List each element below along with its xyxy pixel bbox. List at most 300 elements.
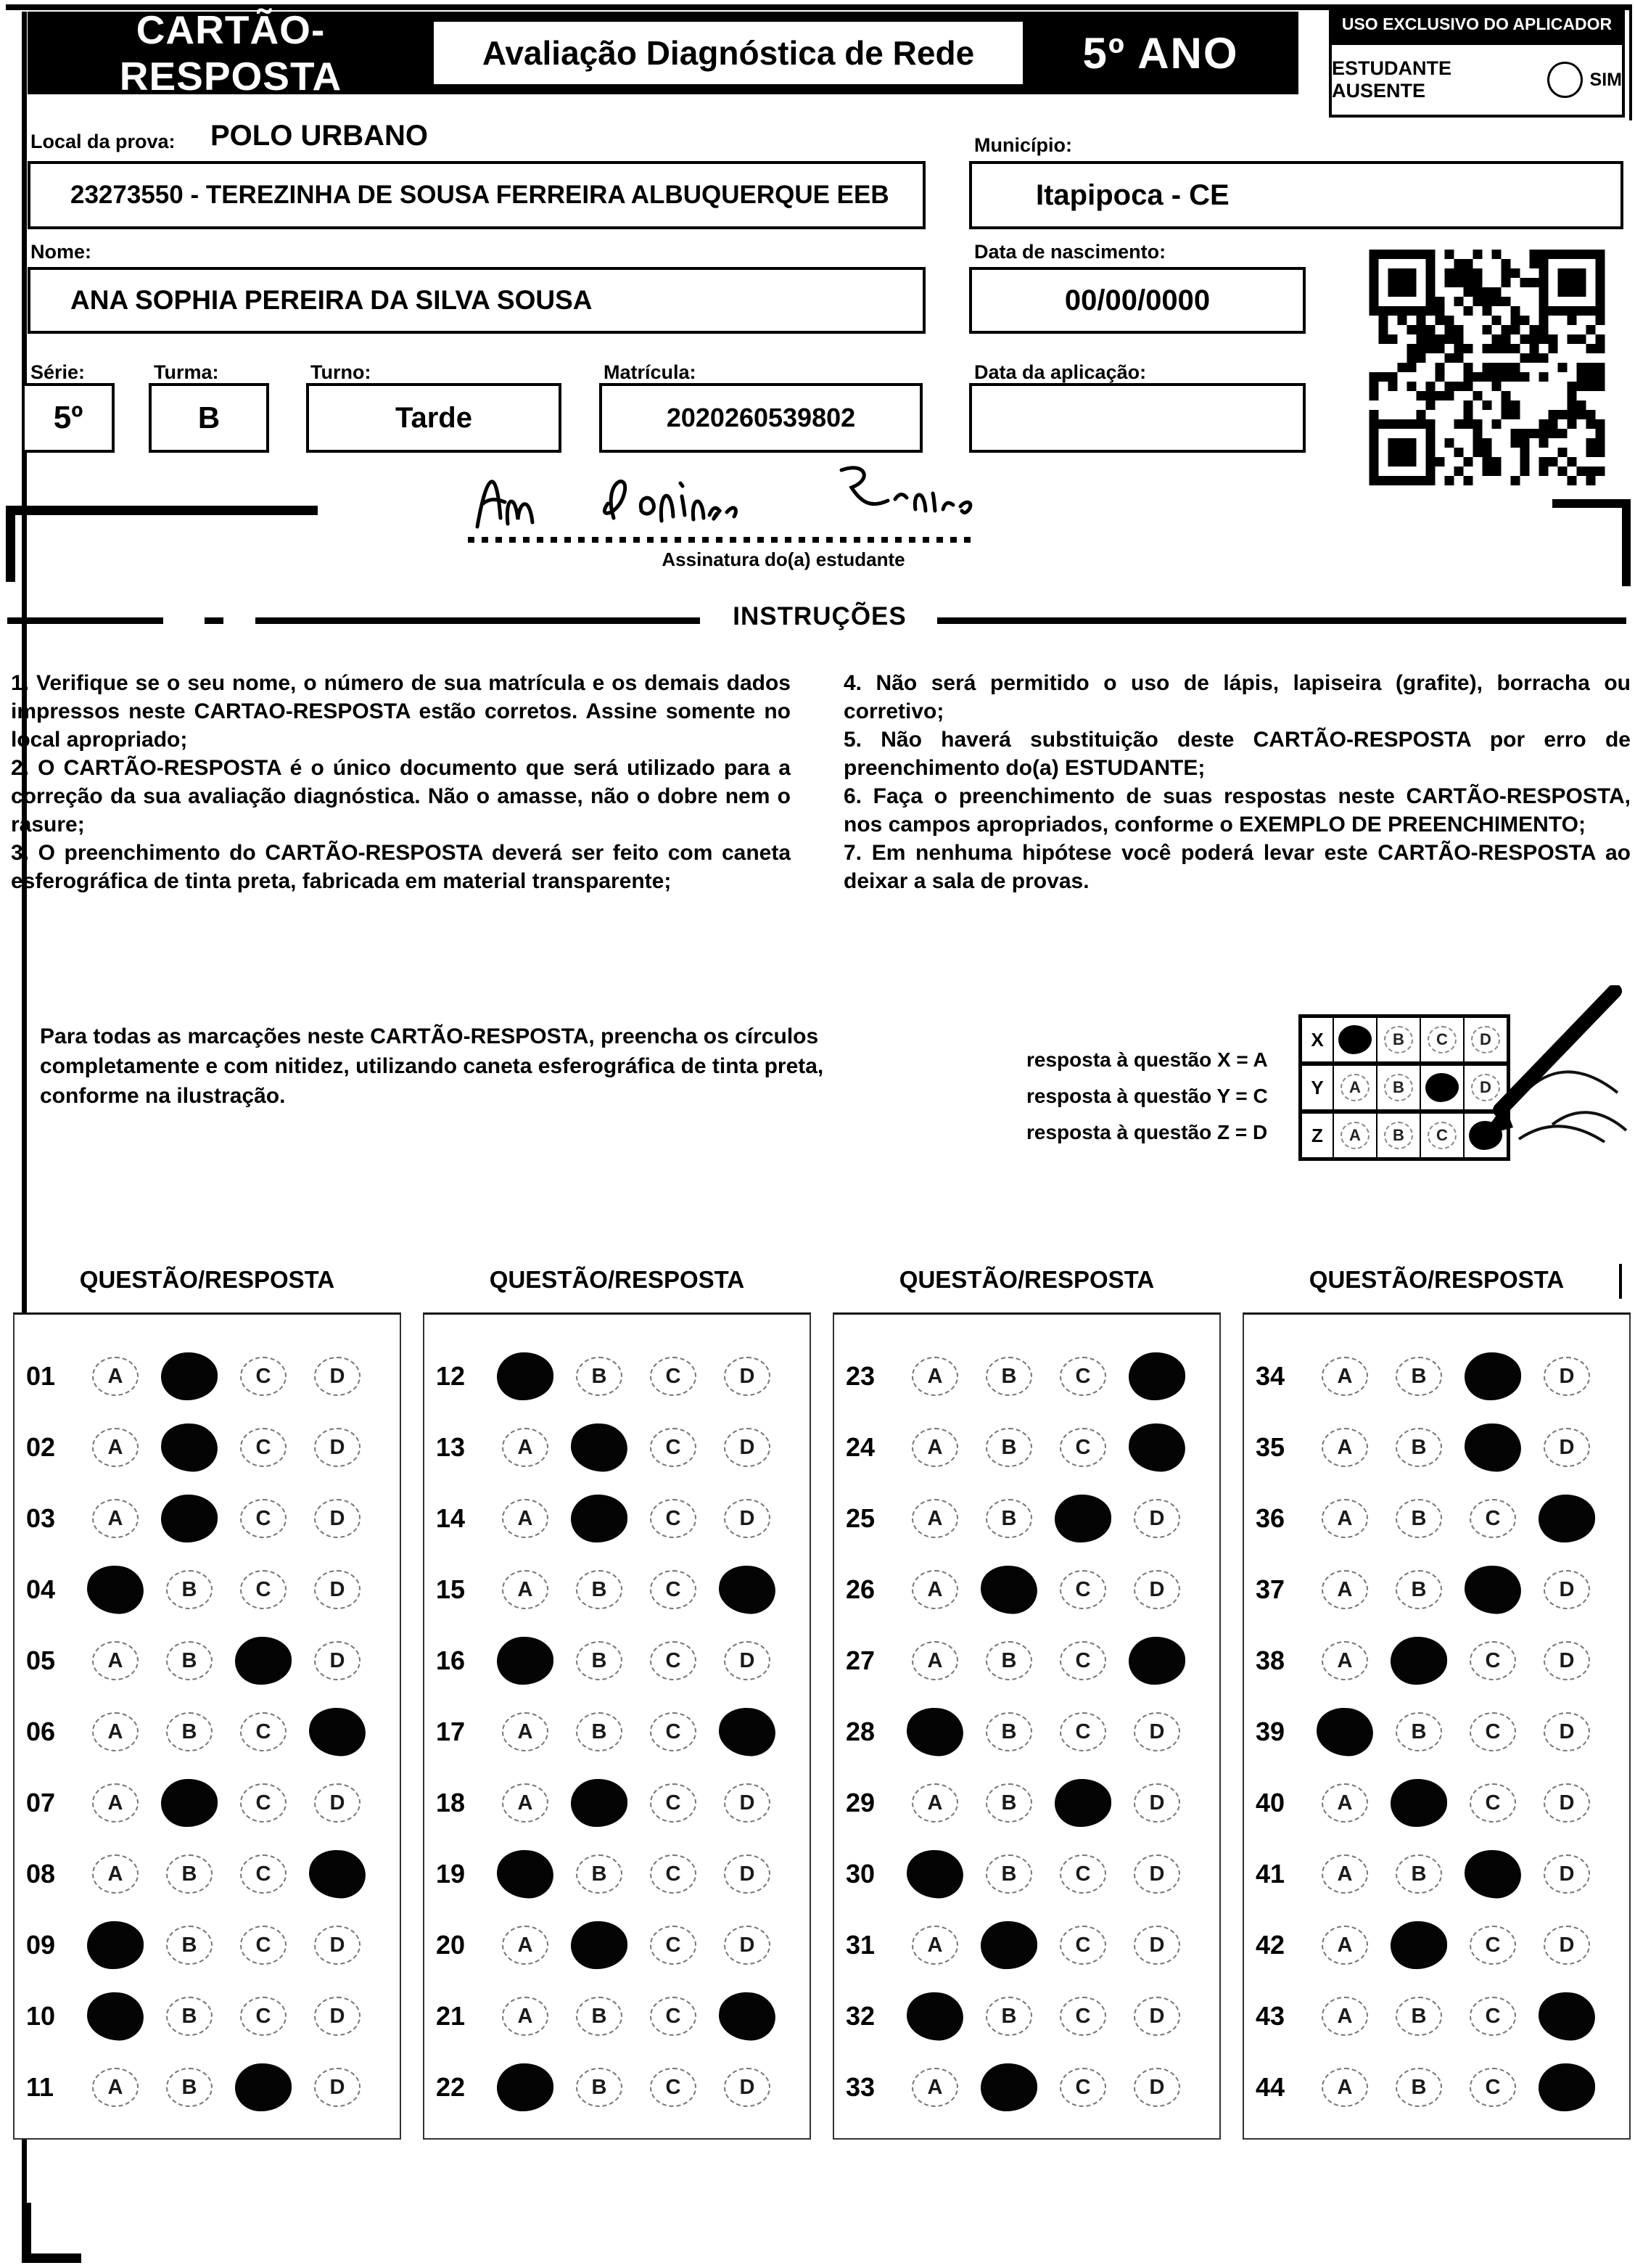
question-number: 22 — [436, 2072, 466, 2102]
option-cell — [1308, 1570, 1382, 1609]
bubble-option-c[interactable]: C — [1060, 1712, 1106, 1751]
bubble-option-c[interactable]: C — [1060, 1926, 1106, 1965]
bubble-filled-d[interactable] — [1127, 1421, 1187, 1474]
bubble-option-d[interactable]: D — [314, 1570, 361, 1609]
bubble-option-a[interactable]: A — [502, 1926, 548, 1965]
bubble-option-c[interactable]: C — [240, 1854, 287, 1894]
bubble-option-d[interactable]: D — [724, 1499, 770, 1538]
example-bubble-option: A — [1340, 1074, 1370, 1101]
question-number: 40 — [1256, 1788, 1285, 1817]
bubble-option-c[interactable]: C — [650, 1499, 696, 1538]
option-cell — [300, 1357, 374, 1396]
instruction-item: 6. Faça o preenchimento de suas respostas neste CARTÃO-RESPOSTA, nos campos apropriados, conforme o EXEMPLO DE PREENCHIMENTO; — [844, 784, 1631, 837]
bubble-filled-a[interactable] — [87, 1921, 144, 1969]
answer-row — [424, 1412, 810, 1483]
bubble-option-d[interactable]: D — [1134, 1570, 1180, 1609]
bubble-filled-c[interactable] — [235, 2063, 292, 2111]
answer-row — [15, 1981, 400, 2052]
bubble-option-b[interactable]: B — [986, 1712, 1032, 1751]
question-number: 17 — [436, 1717, 466, 1746]
bubble-option-c[interactable]: C — [650, 1783, 696, 1823]
nascimento-label: Data de nascimento: — [974, 241, 1166, 263]
bubble-option-b[interactable]: B — [1396, 1357, 1442, 1396]
bubble-filled-b[interactable] — [981, 2063, 1037, 2111]
bubble-option-c[interactable]: C — [240, 1428, 287, 1467]
bubble-option-c[interactable]: C — [650, 1641, 696, 1680]
option-cell — [972, 1566, 1046, 1614]
option-cell — [1046, 2068, 1120, 2107]
bubble-filled-a[interactable] — [495, 1847, 556, 1901]
answer-row — [834, 1910, 1219, 1981]
bubble-option-c[interactable]: C — [1470, 2068, 1516, 2107]
instructions-right-column — [844, 669, 1631, 895]
option-cell — [488, 1499, 562, 1538]
bubble-option-b[interactable]: B — [166, 1641, 213, 1680]
bubble-option-c[interactable]: C — [240, 1499, 287, 1538]
bubble-option-a[interactable]: A — [92, 1357, 139, 1396]
option-cell — [1530, 1495, 1604, 1542]
assessment-title-box — [434, 22, 1023, 84]
bubble-option-c[interactable]: C — [1470, 1926, 1516, 1965]
bubble-option-b[interactable]: B — [576, 1997, 622, 2036]
bubble-filled-a[interactable] — [497, 1352, 553, 1400]
option-cell — [152, 1641, 226, 1680]
option-cell — [78, 1783, 152, 1823]
option-cell — [226, 1499, 300, 1538]
option-cell — [488, 1783, 562, 1823]
option-cell — [636, 1641, 710, 1680]
bubble-option-a[interactable]: A — [502, 1783, 548, 1823]
bubble-option-c[interactable]: C — [240, 1570, 287, 1609]
option-cell — [972, 1428, 1046, 1467]
bubble-option-b[interactable]: B — [986, 1783, 1032, 1823]
question-number: 19 — [436, 1859, 466, 1889]
bubble-option-a[interactable]: A — [1322, 1499, 1368, 1538]
bubble-filled-b[interactable] — [981, 1921, 1037, 1969]
bubble-filled-b[interactable] — [569, 1421, 630, 1474]
bubble-option-c[interactable]: C — [240, 1926, 287, 1965]
bubble-option-c[interactable]: C — [650, 2068, 696, 2107]
bubble-filled-d[interactable] — [307, 1847, 368, 1901]
answer-column-header: QUESTÃO/RESPOSTA — [489, 1266, 745, 1293]
bubble-option-d[interactable]: D — [724, 1926, 770, 1965]
option-cell — [78, 1992, 152, 2040]
bubble-option-a[interactable]: A — [1322, 1428, 1368, 1467]
option-cell — [710, 1499, 784, 1538]
bubble-option-d[interactable]: D — [724, 2068, 770, 2107]
bubble-filled-a[interactable] — [85, 1989, 146, 2043]
bubble-option-d[interactable]: D — [1134, 1997, 1180, 2036]
option-cell — [1382, 1854, 1456, 1894]
bubble-option-a[interactable]: A — [92, 1854, 139, 1894]
bubble-option-a[interactable]: A — [912, 1783, 958, 1823]
bubble-option-a[interactable]: A — [1322, 1926, 1368, 1965]
option-cell — [710, 1357, 784, 1396]
option-cell — [562, 1423, 636, 1471]
bubble-option-d[interactable]: D — [1134, 1854, 1180, 1894]
option-cell — [1530, 1570, 1604, 1609]
bubble-option-a[interactable]: A — [912, 1926, 958, 1965]
bubble-filled-b[interactable] — [161, 1779, 218, 1827]
bubble-filled-d[interactable] — [717, 1705, 778, 1759]
example-bubble-filled — [1338, 1025, 1372, 1054]
bubble-filled-a[interactable] — [905, 1847, 965, 1901]
bubble-option-b[interactable]: B — [986, 1854, 1032, 1894]
bubble-option-d[interactable]: D — [724, 1357, 770, 1396]
bubble-filled-a[interactable] — [497, 2063, 553, 2111]
bubble-option-a[interactable]: A — [92, 1641, 139, 1680]
bubble-option-d[interactable]: D — [1134, 1499, 1180, 1538]
bubble-option-a[interactable]: A — [502, 1712, 548, 1751]
answer-row — [834, 1341, 1219, 1412]
bubble-option-b[interactable]: B — [1396, 1428, 1442, 1467]
bubble-option-b[interactable]: B — [1396, 1997, 1442, 2036]
bubble-option-a[interactable]: A — [912, 1357, 958, 1396]
bubble-option-b[interactable]: B — [166, 1712, 213, 1751]
bubble-option-d[interactable]: D — [1544, 1357, 1590, 1396]
bubble-option-c[interactable]: C — [650, 1570, 696, 1609]
bubble-option-c[interactable]: C — [240, 1712, 287, 1751]
bubble-option-d[interactable]: D — [314, 1783, 361, 1823]
bubble-filled-c[interactable] — [235, 1637, 292, 1685]
bubble-option-b[interactable]: B — [1396, 1499, 1442, 1538]
option-cell — [710, 1708, 784, 1756]
question-number: 16 — [436, 1645, 466, 1675]
answer-row — [1244, 1554, 1629, 1625]
bubble-option-c[interactable]: C — [1060, 1428, 1106, 1467]
bubble-filled-a[interactable] — [905, 1705, 965, 1759]
bubble-filled-d[interactable] — [1129, 1352, 1185, 1400]
bubble-option-c[interactable]: C — [240, 1997, 287, 2036]
bubble-option-b[interactable]: B — [986, 1997, 1032, 2036]
answer-row — [424, 1625, 810, 1696]
bubble-filled-c[interactable] — [1055, 1495, 1111, 1542]
option-cell — [972, 1997, 1046, 2036]
option-cell — [710, 1641, 784, 1680]
question-number: 11 — [26, 2072, 54, 2102]
divider-segment — [7, 617, 163, 624]
bubble-option-d[interactable]: D — [1134, 1926, 1180, 1965]
bubble-option-d[interactable]: D — [314, 1499, 361, 1538]
bubble-filled-b[interactable] — [979, 1563, 1039, 1616]
option-cell — [898, 1570, 972, 1609]
option-cell — [1530, 1992, 1604, 2040]
bubble-option-b[interactable]: B — [1396, 2068, 1442, 2107]
bubble-filled-b[interactable] — [159, 1421, 220, 1474]
answer-row — [15, 2052, 400, 2123]
bubble-option-d[interactable]: D — [1544, 1783, 1590, 1823]
option-cell — [1382, 1779, 1456, 1827]
bubble-option-a[interactable]: A — [92, 2068, 139, 2107]
bubble-option-c[interactable]: C — [650, 1712, 696, 1751]
option-cell — [226, 2063, 300, 2111]
option-cell — [1382, 2068, 1456, 2107]
bubble-option-d[interactable]: D — [314, 1997, 361, 2036]
bubble-option-d[interactable]: D — [314, 1428, 361, 1467]
bubble-option-b[interactable]: B — [986, 1428, 1032, 1467]
instruction-item: 7. Em nenhuma hipótese você poderá levar este CARTÃO-RESPOSTA ao deixar a sala de provas. — [844, 841, 1631, 893]
option-cell — [1456, 1783, 1530, 1823]
question-number: 09 — [26, 1930, 56, 1960]
option-cell — [1382, 1921, 1456, 1969]
option-cell — [898, 1357, 972, 1396]
question-number: 12 — [436, 1361, 466, 1391]
option-cell — [1308, 1428, 1382, 1467]
bubble-option-a[interactable]: A — [92, 1428, 139, 1467]
example-bubble-option: B — [1384, 1122, 1413, 1149]
bubble-option-d[interactable]: D — [1544, 1926, 1590, 1965]
bubble-option-a[interactable]: A — [1322, 2068, 1368, 2107]
answer-row — [15, 1910, 400, 1981]
bubble-option-a[interactable]: A — [502, 1570, 548, 1609]
option-cell — [152, 1712, 226, 1751]
option-cell — [562, 1495, 636, 1542]
bubble-option-d[interactable]: D — [724, 1783, 770, 1823]
bubble-option-c[interactable]: C — [1470, 1997, 1516, 2036]
option-cell — [1530, 2063, 1604, 2111]
option-cell — [78, 1428, 152, 1467]
option-cell — [710, 1854, 784, 1894]
bubble-option-a[interactable]: A — [912, 2068, 958, 2107]
option-cell — [1382, 1357, 1456, 1396]
bubble-option-b[interactable]: B — [576, 1357, 622, 1396]
bubble-filled-b[interactable] — [571, 1495, 627, 1542]
option-cell — [1120, 1570, 1194, 1609]
question-number: 10 — [26, 2001, 56, 2031]
bubble-option-d[interactable]: D — [314, 1641, 361, 1680]
bubble-option-b[interactable]: B — [986, 1499, 1032, 1538]
bracket-top-right-v — [1622, 499, 1631, 586]
bubble-option-b[interactable]: B — [166, 1854, 213, 1894]
bubble-option-a[interactable]: A — [1322, 1997, 1368, 2036]
option-cell — [226, 1854, 300, 1894]
bubble-filled-d[interactable] — [1539, 1495, 1595, 1542]
bubble-option-c[interactable]: C — [1470, 1499, 1516, 1538]
option-cell — [972, 1641, 1046, 1680]
bubble-filled-d[interactable] — [717, 1563, 778, 1616]
bubble-option-c[interactable]: C — [650, 1357, 696, 1396]
bubble-filled-d[interactable] — [1129, 1637, 1185, 1685]
bubble-option-a[interactable]: A — [502, 1428, 548, 1467]
bubble-filled-c[interactable] — [1462, 1847, 1523, 1901]
assessment-title: Avaliação Diagnóstica de Rede — [482, 34, 975, 72]
bubble-option-c[interactable]: C — [650, 1854, 696, 1894]
bubble-option-d[interactable]: D — [1134, 1783, 1180, 1823]
school-field: 23273550 - TEREZINHA DE SOUSA FERREIRA ALBUQUERQUE EEB — [28, 161, 926, 229]
option-cell — [898, 1992, 972, 2040]
bubble-option-b[interactable]: B — [576, 1570, 622, 1609]
question-number: 27 — [846, 1645, 876, 1675]
bubble-option-b[interactable]: B — [576, 2068, 622, 2107]
absent-bubble[interactable] — [1547, 62, 1582, 98]
answer-column — [833, 1266, 1221, 2140]
bubble-filled-d[interactable] — [307, 1705, 368, 1759]
bubble-filled-a[interactable] — [1314, 1705, 1375, 1759]
pen-illustration — [1444, 985, 1635, 1167]
bubble-option-d[interactable]: D — [314, 2068, 361, 2107]
example-option-cell — [1333, 1018, 1376, 1061]
divider-segment — [937, 617, 1626, 624]
option-cell — [1046, 1779, 1120, 1827]
option-cell — [1120, 1712, 1194, 1751]
option-cell — [898, 1641, 972, 1680]
bubble-filled-d[interactable] — [1536, 1989, 1597, 2043]
bubble-filled-a[interactable] — [85, 1563, 146, 1616]
bubble-option-d[interactable]: D — [1544, 1854, 1590, 1894]
bubble-option-c[interactable]: C — [1060, 1570, 1106, 1609]
bubble-filled-c[interactable] — [1462, 1421, 1523, 1474]
option-cell — [1456, 1712, 1530, 1751]
bubble-option-c[interactable]: C — [650, 1926, 696, 1965]
question-number: 24 — [846, 1432, 876, 1462]
instruction-item: 1. Verifique se o seu nome, o número de sua matrícula e os demais dados impressos neste CARTAO-RESPOSTA estão corretos. Assine somente no local apropriado; — [11, 671, 791, 752]
bubble-option-c[interactable]: C — [1470, 1783, 1516, 1823]
option-cell — [972, 1921, 1046, 1969]
option-cell — [898, 2068, 972, 2107]
bubble-filled-b[interactable] — [1391, 1637, 1447, 1685]
bubble-option-a[interactable]: A — [92, 1712, 139, 1751]
bubble-option-c[interactable]: C — [650, 1428, 696, 1467]
option-cell — [226, 1712, 300, 1751]
bubble-option-a[interactable]: A — [502, 1997, 548, 2036]
bubble-option-c[interactable]: C — [1060, 1997, 1106, 2036]
option-cell — [300, 1997, 374, 2036]
bubble-option-d[interactable]: D — [1544, 1712, 1590, 1751]
instruction-item: 4. Não será permitido o uso de lápis, lapiseira (grafite), borracha ou corretivo; — [844, 671, 1631, 723]
option-cell — [562, 1997, 636, 2036]
bubble-option-d[interactable]: D — [314, 1926, 361, 1965]
aplicacao-label: Data da aplicação: — [974, 361, 1147, 383]
bubble-option-d[interactable]: D — [724, 1854, 770, 1894]
bubble-option-a[interactable]: A — [912, 1499, 958, 1538]
bubble-filled-b[interactable] — [161, 1495, 218, 1542]
question-number: 37 — [1256, 1574, 1285, 1604]
bubble-option-d[interactable]: D — [1544, 1570, 1590, 1609]
bubble-filled-c[interactable] — [1462, 1563, 1523, 1616]
option-cell — [1382, 1428, 1456, 1467]
bubble-option-c[interactable]: C — [1060, 2068, 1106, 2107]
bubble-option-a[interactable]: A — [912, 1570, 958, 1609]
bubble-option-a[interactable]: A — [92, 1499, 139, 1538]
bubble-option-a[interactable]: A — [1322, 1783, 1368, 1823]
bubble-filled-b[interactable] — [1391, 1921, 1447, 1969]
option-cell — [488, 1926, 562, 1965]
option-cell — [562, 2068, 636, 2107]
option-cell — [1046, 1926, 1120, 1965]
option-cell — [636, 2068, 710, 2107]
option-cell — [1456, 1499, 1530, 1538]
bubble-option-b[interactable]: B — [576, 1641, 622, 1680]
bubble-filled-a[interactable] — [497, 1637, 553, 1685]
bubble-option-b[interactable]: B — [1396, 1854, 1442, 1894]
bubble-filled-b[interactable] — [161, 1352, 218, 1400]
bubble-option-b[interactable]: B — [166, 1997, 213, 2036]
option-cell — [1308, 1926, 1382, 1965]
bubble-option-a[interactable]: A — [912, 1428, 958, 1467]
answer-block — [1243, 1312, 1631, 2140]
bubble-option-d[interactable]: D — [1134, 1712, 1180, 1751]
bubble-option-b[interactable]: B — [166, 1570, 213, 1609]
bubble-option-a[interactable]: A — [92, 1783, 139, 1823]
bracket-top-left-h — [6, 506, 318, 515]
bubble-option-d[interactable]: D — [724, 1428, 770, 1467]
answer-row — [424, 1696, 810, 1767]
bubble-filled-b[interactable] — [571, 1921, 627, 1969]
bubble-option-b[interactable]: B — [986, 1641, 1032, 1680]
bubble-option-c[interactable]: C — [650, 1997, 696, 2036]
option-cell — [636, 1926, 710, 1965]
bubble-filled-d[interactable] — [717, 1989, 778, 2043]
example-option-cell — [1376, 1018, 1420, 1061]
bubble-filled-c[interactable] — [1465, 1352, 1521, 1400]
bubble-filled-d[interactable] — [1539, 2063, 1595, 2111]
bubble-option-a[interactable]: A — [1322, 1854, 1368, 1894]
bubble-option-d[interactable]: D — [724, 1641, 770, 1680]
serie-label: Série: — [30, 361, 86, 383]
option-cell — [710, 1992, 784, 2040]
option-cell — [1456, 1566, 1530, 1614]
bubble-option-b[interactable]: B — [1396, 1570, 1442, 1609]
bubble-option-b[interactable]: B — [166, 2068, 213, 2107]
bubble-option-c[interactable]: C — [240, 1357, 287, 1396]
bubble-option-a[interactable]: A — [502, 1499, 548, 1538]
bubble-option-c[interactable]: C — [1060, 1854, 1106, 1894]
example-option-cell — [1376, 1114, 1420, 1157]
answer-column — [423, 1266, 811, 2140]
bubble-option-c[interactable]: C — [1060, 1357, 1106, 1396]
bubble-option-d[interactable]: D — [1134, 2068, 1180, 2107]
bubble-option-a[interactable]: A — [912, 1641, 958, 1680]
option-cell — [1308, 1854, 1382, 1894]
bubble-option-b[interactable]: B — [576, 1712, 622, 1751]
bubble-option-c[interactable]: C — [240, 1783, 287, 1823]
answer-columns — [13, 1266, 1631, 2140]
bubble-option-d[interactable]: D — [1544, 1428, 1590, 1467]
option-cell — [636, 1428, 710, 1467]
municipio-label: Município: — [974, 134, 1072, 156]
municipio-field: Itapipoca - CE — [969, 161, 1623, 229]
bubble-option-b[interactable]: B — [576, 1854, 622, 1894]
answer-row — [834, 1412, 1219, 1483]
option-cell — [562, 1712, 636, 1751]
bubble-option-b[interactable]: B — [166, 1926, 213, 1965]
bubble-filled-a[interactable] — [905, 1989, 965, 2043]
bubble-option-d[interactable]: D — [314, 1357, 361, 1396]
bubble-option-b[interactable]: B — [986, 1357, 1032, 1396]
bubble-option-b[interactable]: B — [1396, 1712, 1442, 1751]
bubble-option-c[interactable]: C — [1470, 1712, 1516, 1751]
option-cell — [1046, 1641, 1120, 1680]
bubble-option-c[interactable]: C — [1470, 1641, 1516, 1680]
bubble-option-a[interactable]: A — [1322, 1570, 1368, 1609]
option-cell — [1308, 1641, 1382, 1680]
option-cell — [488, 1352, 562, 1400]
bubble-filled-c[interactable] — [1055, 1779, 1111, 1827]
answer-block — [13, 1312, 401, 2140]
bubble-option-d[interactable]: D — [1544, 1641, 1590, 1680]
bubble-option-a[interactable]: A — [1322, 1357, 1368, 1396]
bubble-filled-b[interactable] — [1391, 1779, 1447, 1827]
bubble-option-c[interactable]: C — [1060, 1641, 1106, 1680]
bubble-filled-b[interactable] — [571, 1779, 627, 1827]
option-cell — [226, 1783, 300, 1823]
option-cell — [488, 1850, 562, 1898]
option-cell — [1046, 1357, 1120, 1396]
option-cell — [300, 1850, 374, 1898]
bubble-option-a[interactable]: A — [1322, 1641, 1368, 1680]
grade-badge: 5º ANO — [1082, 28, 1239, 78]
option-cell — [1120, 1499, 1194, 1538]
